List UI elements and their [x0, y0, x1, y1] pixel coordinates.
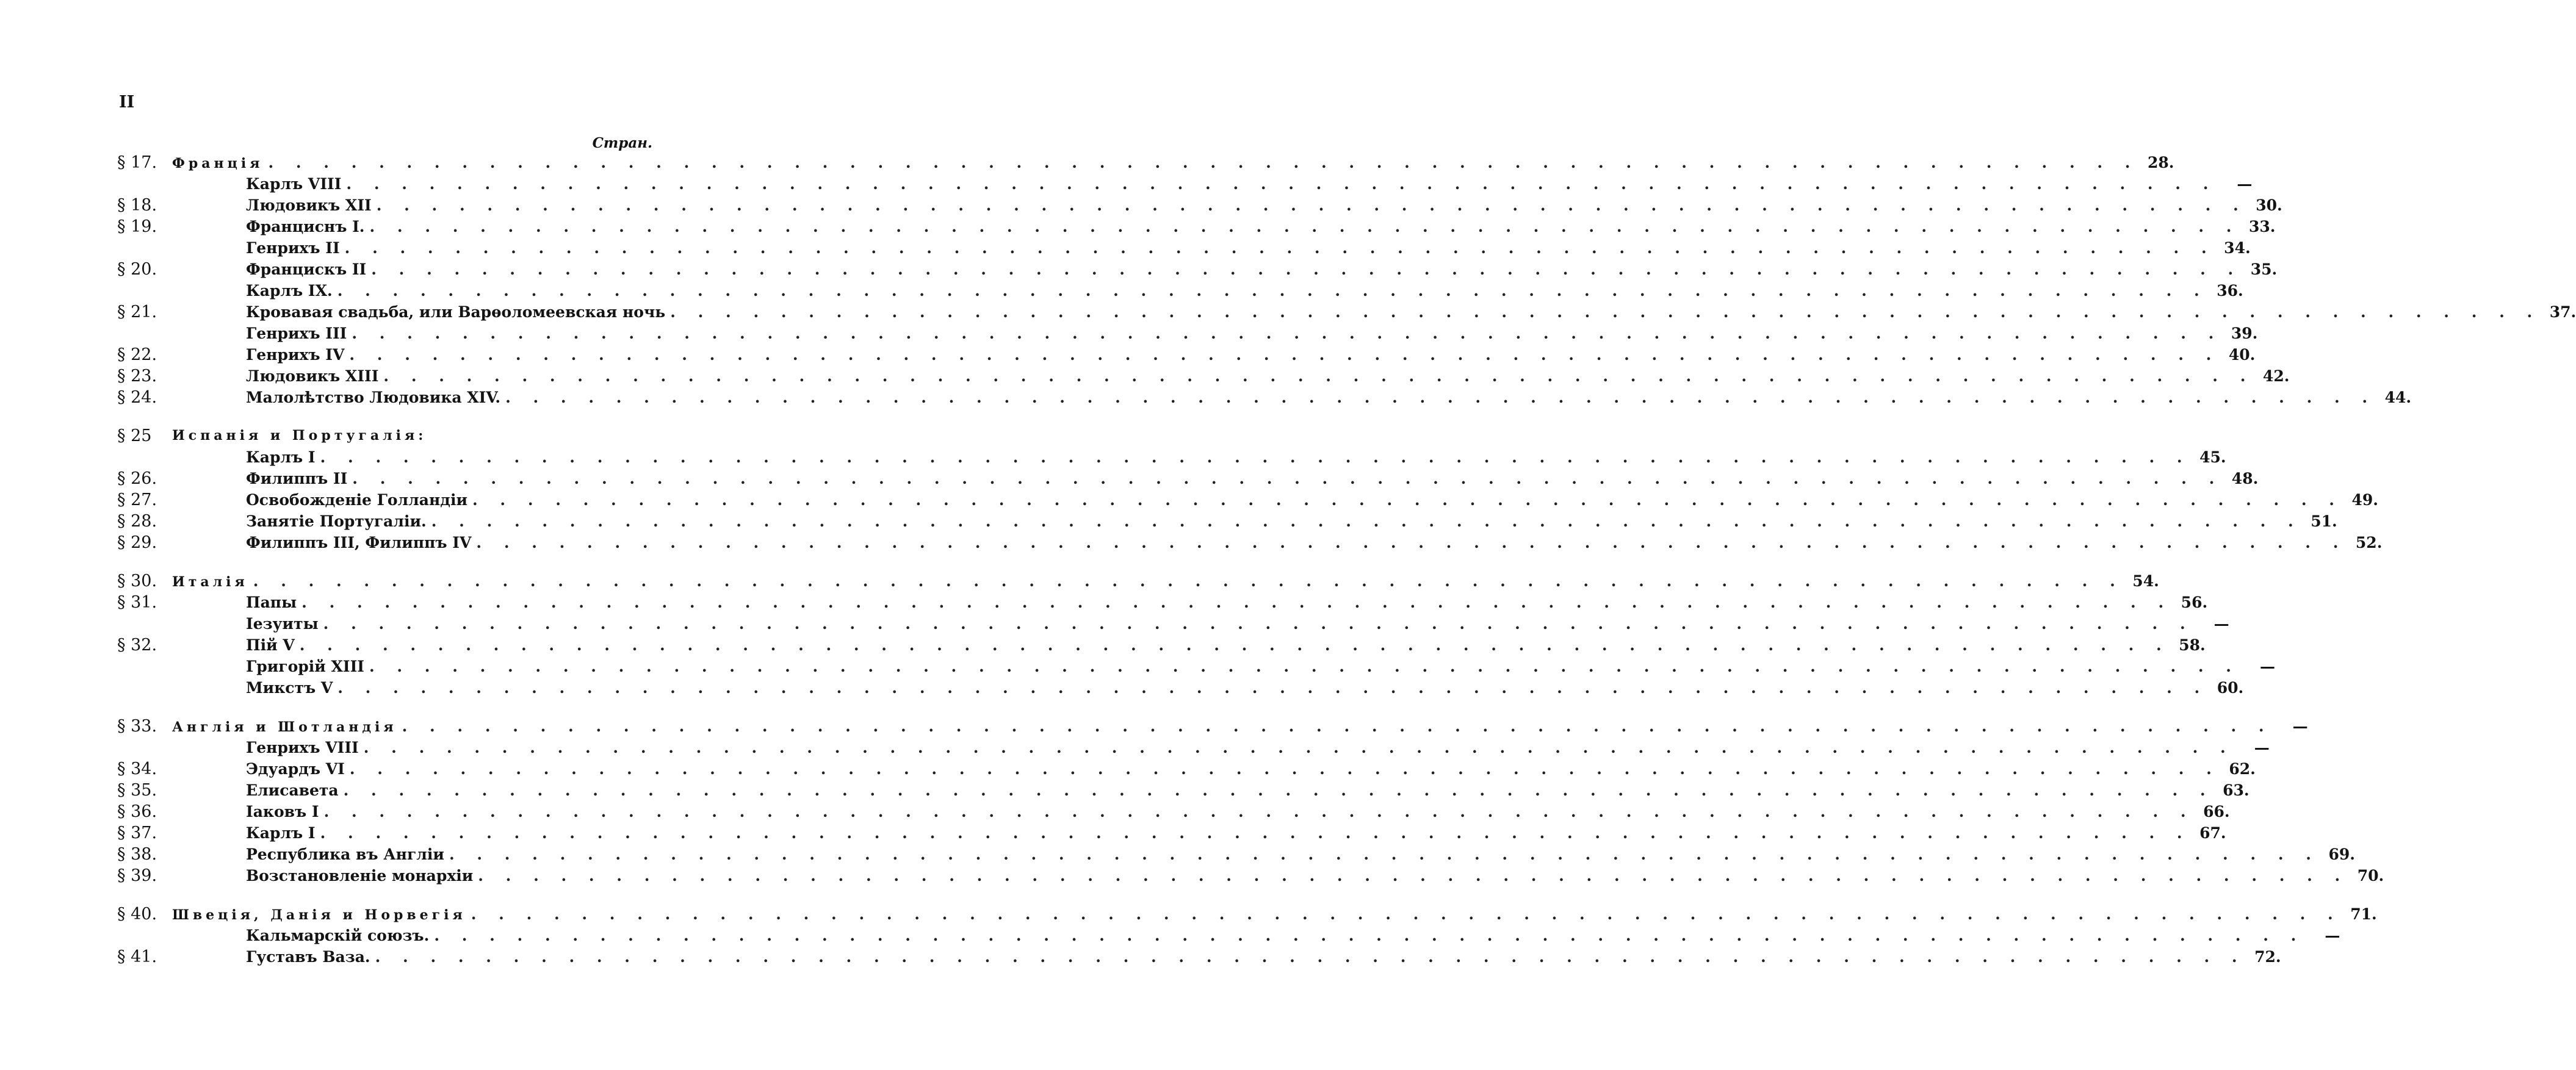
column-header-pages: Стран. [592, 135, 652, 151]
toc-row [0, 173, 2253, 195]
toc-page: — [2292, 717, 2308, 735]
section-number: § 31. [117, 593, 157, 612]
toc-title: Папы [246, 594, 297, 611]
dot-leader [429, 925, 2304, 946]
section-number: § 38. [117, 845, 157, 864]
dot-leader [466, 903, 2342, 925]
toc-page: 42. [2262, 367, 2290, 385]
dot-leader [665, 301, 2541, 323]
toc-page: 70. [2357, 867, 2384, 885]
toc-row [0, 737, 2270, 758]
section-number: § 33. [117, 717, 157, 736]
toc-row [0, 822, 2226, 844]
toc-title: Генрихъ IV [246, 346, 345, 364]
toc-page: 40. [2228, 346, 2256, 364]
toc-row [0, 592, 2208, 613]
toc-heading: Италія [172, 574, 248, 590]
toc-heading: Испанія и Португалія: [172, 428, 427, 443]
dot-leader [344, 344, 2220, 365]
toc-title: Густавъ Ваза. [246, 948, 370, 966]
toc-title: Кровавая свадьба, или Варѳоломеевская ночь [246, 303, 666, 321]
section-number: § 21. [117, 303, 157, 321]
section-number: § 27. [117, 490, 157, 509]
dot-leader [366, 259, 2242, 280]
toc-page: 54. [2132, 572, 2159, 590]
dot-leader [263, 152, 2138, 173]
toc-row [0, 425, 757, 447]
toc-title: Генрихъ VIII [246, 739, 359, 756]
dot-leader [339, 780, 2214, 801]
toc-row [0, 447, 2226, 468]
section-number: § 17. [117, 153, 157, 172]
toc-page: 49. [2351, 491, 2379, 509]
dot-leader [378, 365, 2254, 387]
section-number: § 32. [117, 636, 157, 655]
toc-row [0, 758, 2256, 780]
toc-title: Занятіе Португаліи. [246, 512, 427, 530]
toc-title: Малолѣтство Людовика XIV. [246, 389, 501, 406]
toc-page: 28. [2147, 154, 2174, 171]
toc-row [0, 532, 2383, 553]
toc-title: Карлъ I [246, 824, 316, 842]
toc-row [0, 780, 2249, 801]
toc-page: 69. [2328, 846, 2355, 863]
section-number: § 25 [117, 426, 152, 445]
toc-page: 37. [2549, 303, 2576, 321]
dot-leader [365, 216, 2240, 237]
group-spacer [0, 698, 757, 716]
dot-leader [372, 195, 2247, 216]
dot-leader [297, 592, 2172, 613]
dot-leader [359, 737, 2234, 758]
toc-page: 58. [2179, 636, 2206, 654]
toc-heading: Англія и Шотландія [172, 719, 397, 735]
toc-page: 44. [2384, 389, 2412, 406]
section-number: § 35. [117, 781, 157, 800]
group-spacer [0, 886, 757, 903]
dot-leader [333, 677, 2208, 698]
group-spacer [0, 408, 757, 425]
dot-leader [316, 447, 2191, 468]
dot-leader [333, 280, 2208, 301]
toc-row [0, 152, 2174, 173]
toc-row [0, 511, 2337, 532]
toc-title: Эдуардъ VI [246, 760, 345, 778]
section-number: § 39. [117, 866, 157, 885]
section-number: § 19. [117, 217, 157, 236]
toc-page: — [2213, 615, 2229, 633]
toc-row [0, 195, 2282, 216]
toc-row [0, 865, 2384, 886]
toc-row [0, 925, 2340, 946]
toc-row [0, 570, 2159, 592]
toc-heading: Швеція, Данія и Норвегія [172, 907, 466, 923]
section-number: § 41. [117, 947, 157, 966]
toc-page: 60. [2217, 679, 2244, 697]
toc-title: Республика въ Англіи [246, 846, 444, 863]
toc-page: 62. [2229, 760, 2256, 778]
toc-row [0, 656, 2275, 677]
toc-row [0, 844, 2355, 865]
section-number: § 26. [117, 469, 157, 488]
dot-leader [345, 758, 2220, 780]
toc-row [0, 613, 2229, 634]
toc-page: — [2259, 658, 2275, 675]
toc-page: 71. [2350, 905, 2377, 923]
dot-leader [427, 511, 2302, 532]
dot-leader [471, 532, 2347, 553]
toc-row [0, 946, 2281, 968]
toc-row [0, 323, 2258, 344]
dot-leader [248, 570, 2124, 592]
section-number: § 29. [117, 533, 157, 552]
toc-row [0, 489, 2379, 511]
dot-leader [295, 634, 2170, 656]
toc-row [0, 344, 2256, 365]
toc-page: 34. [2224, 239, 2251, 257]
toc-page: 51. [2311, 512, 2337, 530]
group-spacer [0, 553, 757, 570]
section-number: § 34. [117, 759, 157, 778]
toc-title: Возстановленіе монархіи [246, 867, 474, 885]
toc-heading: Франція [172, 156, 264, 171]
dot-leader [397, 716, 2273, 737]
toc-title: Франциснъ I. [246, 218, 365, 235]
toc-title: Освобожденіе Голландіи [246, 491, 468, 509]
toc-title: Генрихъ II [246, 239, 340, 257]
toc-row [0, 677, 2244, 698]
page-number: II [119, 93, 135, 112]
section-number: § 30. [117, 572, 157, 591]
toc-page: 66. [2203, 803, 2230, 820]
dot-leader [370, 946, 2246, 968]
toc-title: Карлъ VIII [246, 175, 342, 193]
dot-leader [341, 173, 2217, 195]
section-number: § 36. [117, 802, 157, 821]
toc-title: Микстъ V [246, 679, 333, 697]
section-number: § 22. [117, 345, 157, 364]
toc-page: 36. [2217, 282, 2243, 300]
dot-leader [444, 844, 2320, 865]
toc-page: — [2254, 739, 2270, 756]
toc-title: Карлъ IX. [246, 282, 333, 300]
toc-title: Филиппъ III, Филиппъ IV [246, 534, 472, 551]
section-number: § 37. [117, 824, 157, 842]
section-number: § 18. [117, 196, 157, 215]
dot-leader [467, 489, 2343, 511]
toc-page: 30. [2256, 196, 2282, 214]
toc-title: Филиппъ II [246, 470, 348, 487]
table-of-contents [0, 152, 2576, 968]
toc-row [0, 716, 2308, 737]
toc-row [0, 365, 2290, 387]
toc-title: Іаковъ I [246, 803, 319, 820]
toc-title: Людовикъ XIII [246, 367, 379, 385]
toc-row [0, 387, 2412, 408]
section-number: § 23. [117, 367, 157, 386]
toc-title: Людовикъ XII [246, 196, 372, 214]
toc-row [0, 903, 2377, 925]
toc-page: 72. [2254, 948, 2281, 966]
toc-row [0, 259, 2278, 280]
dot-leader [316, 822, 2191, 844]
toc-row [0, 301, 2576, 323]
toc-title: Кальмарскій союзъ. [246, 927, 430, 944]
toc-row [0, 468, 2259, 489]
toc-title: Карлъ I [246, 448, 316, 466]
toc-row [0, 280, 2243, 301]
dot-leader [347, 323, 2222, 344]
toc-page: 48. [2231, 470, 2259, 487]
toc-page: — [2237, 175, 2253, 193]
toc-page: 63. [2223, 781, 2249, 799]
dot-leader [500, 387, 2376, 408]
toc-title: Францискъ II [246, 260, 367, 278]
toc-title: Іезуиты [246, 615, 319, 633]
dot-leader [347, 468, 2223, 489]
toc-row [0, 801, 2230, 822]
section-number: § 28. [117, 512, 157, 531]
section-number: § 20. [117, 260, 157, 279]
section-number: § 40. [117, 905, 157, 924]
toc-title: Генрихъ III [246, 325, 347, 342]
toc-title: Елисавета [246, 781, 339, 799]
toc-row [0, 237, 2251, 259]
toc-title: Пій V [246, 636, 295, 654]
dot-leader [473, 865, 2348, 886]
toc-page: 56. [2181, 594, 2208, 611]
toc-row [0, 216, 2276, 237]
dot-leader [340, 237, 2215, 259]
dot-leader [364, 656, 2240, 677]
toc-page: 39. [2231, 325, 2258, 342]
toc-row [0, 634, 2206, 656]
toc-page: 52. [2355, 534, 2383, 551]
toc-page: 35. [2250, 260, 2278, 278]
dot-leader [319, 801, 2195, 822]
toc-page: — [2325, 927, 2340, 944]
toc-page: 67. [2199, 824, 2226, 842]
toc-page: 45. [2199, 448, 2226, 466]
dot-leader [319, 613, 2194, 634]
section-number: § 24. [117, 388, 157, 407]
toc-title: Григорій XIII [246, 658, 364, 675]
toc-page: 33. [2249, 218, 2276, 235]
